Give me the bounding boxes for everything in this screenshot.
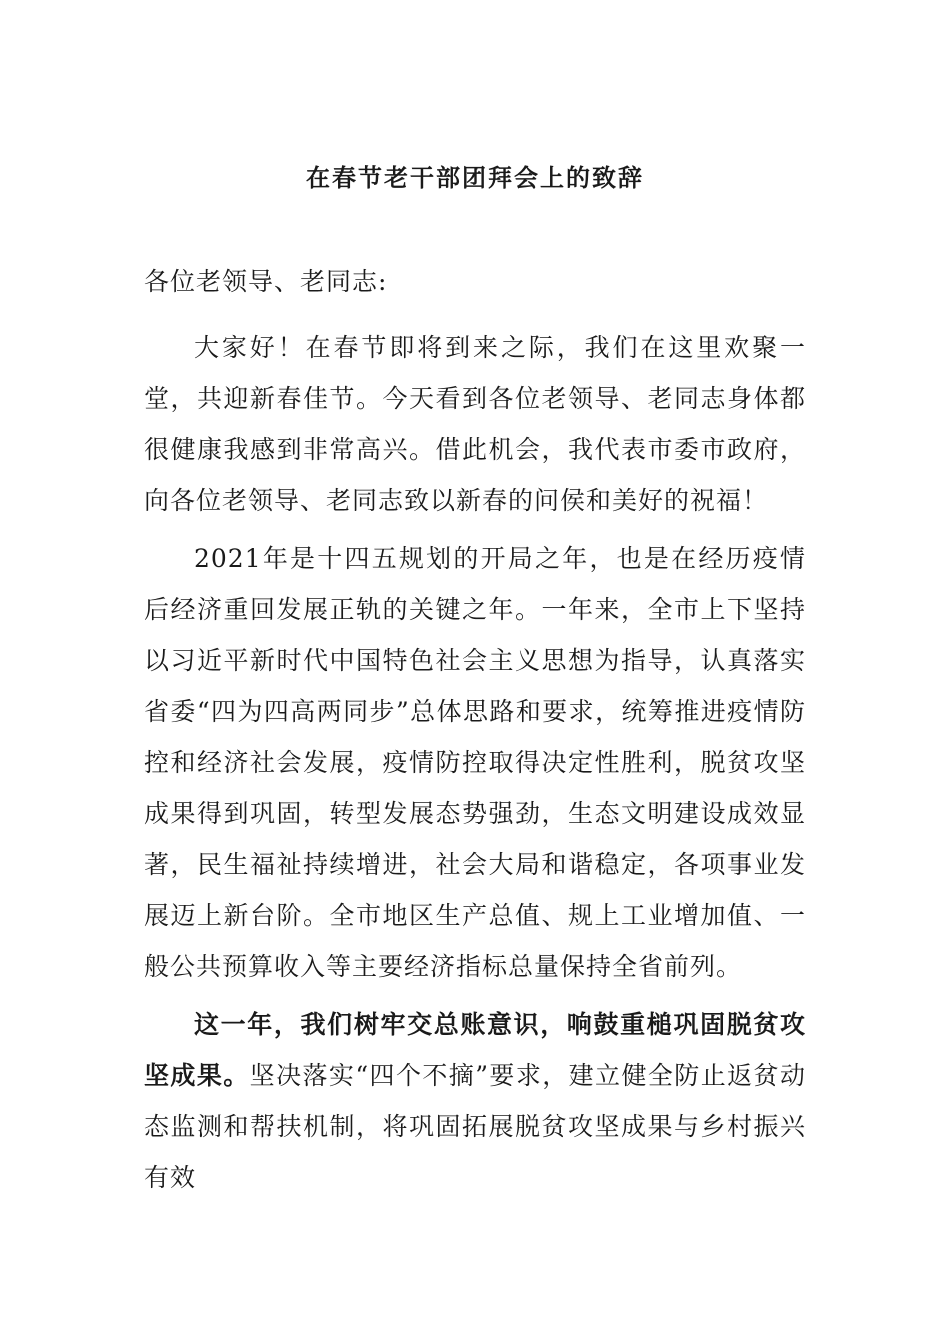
- paragraph-text: [144, 999, 806, 1203]
- paragraph-3: [144, 999, 806, 1203]
- paragraph-continuation: 坚决落实“四个不摘”要求，建立健全防止返贫动态监测和帮扶机制，将巩固拓展脱贫攻坚成果与乡村振兴有效: [144, 1061, 806, 1192]
- paragraph-1: [144, 322, 806, 526]
- paragraph-2: [144, 533, 806, 992]
- salutation: 各位老领导、老同志:: [144, 267, 388, 296]
- document-title: 在春节老干部团拜会上的致辞: [306, 163, 644, 192]
- paragraph-text: 2021年是十四五规划的开局之年，也是在经历疫情后经济重回发展正轨的关键之年。一年来，全市上下坚持以习近平新时代中国特色社会主义思想为指导，认真落实省委“四为四高两同步”总体思路和要求，统筹推进疫情防控和经济社会发展，疫情防控取得决定性胜利，脱贫攻坚成果得到巩固，转型发展态势强劲，生态文明建设成效显著，民生福祉持续增进，社会大局和谐稳定，各项事业发展迈上新台阶。全市地区生产总值、规上工业增加值、一般公共预算收入等主要经济指标总量保持全省前列。: [144, 544, 806, 981]
- paragraph-text: 大家好！在春节即将到来之际，我们在这里欢聚一堂，共迎新春佳节。今天看到各位老领导、老同志身体都很健康我感到非常高兴。借此机会，我代表市委市政府，向各位老领导、老同志致以新春的问侯和美好的祝福！: [144, 333, 806, 515]
- bold-lead-sentence: 这一年，我们树牢交总账意识，响鼓重槌巩固脱贫攻坚成果。: [144, 1010, 806, 1090]
